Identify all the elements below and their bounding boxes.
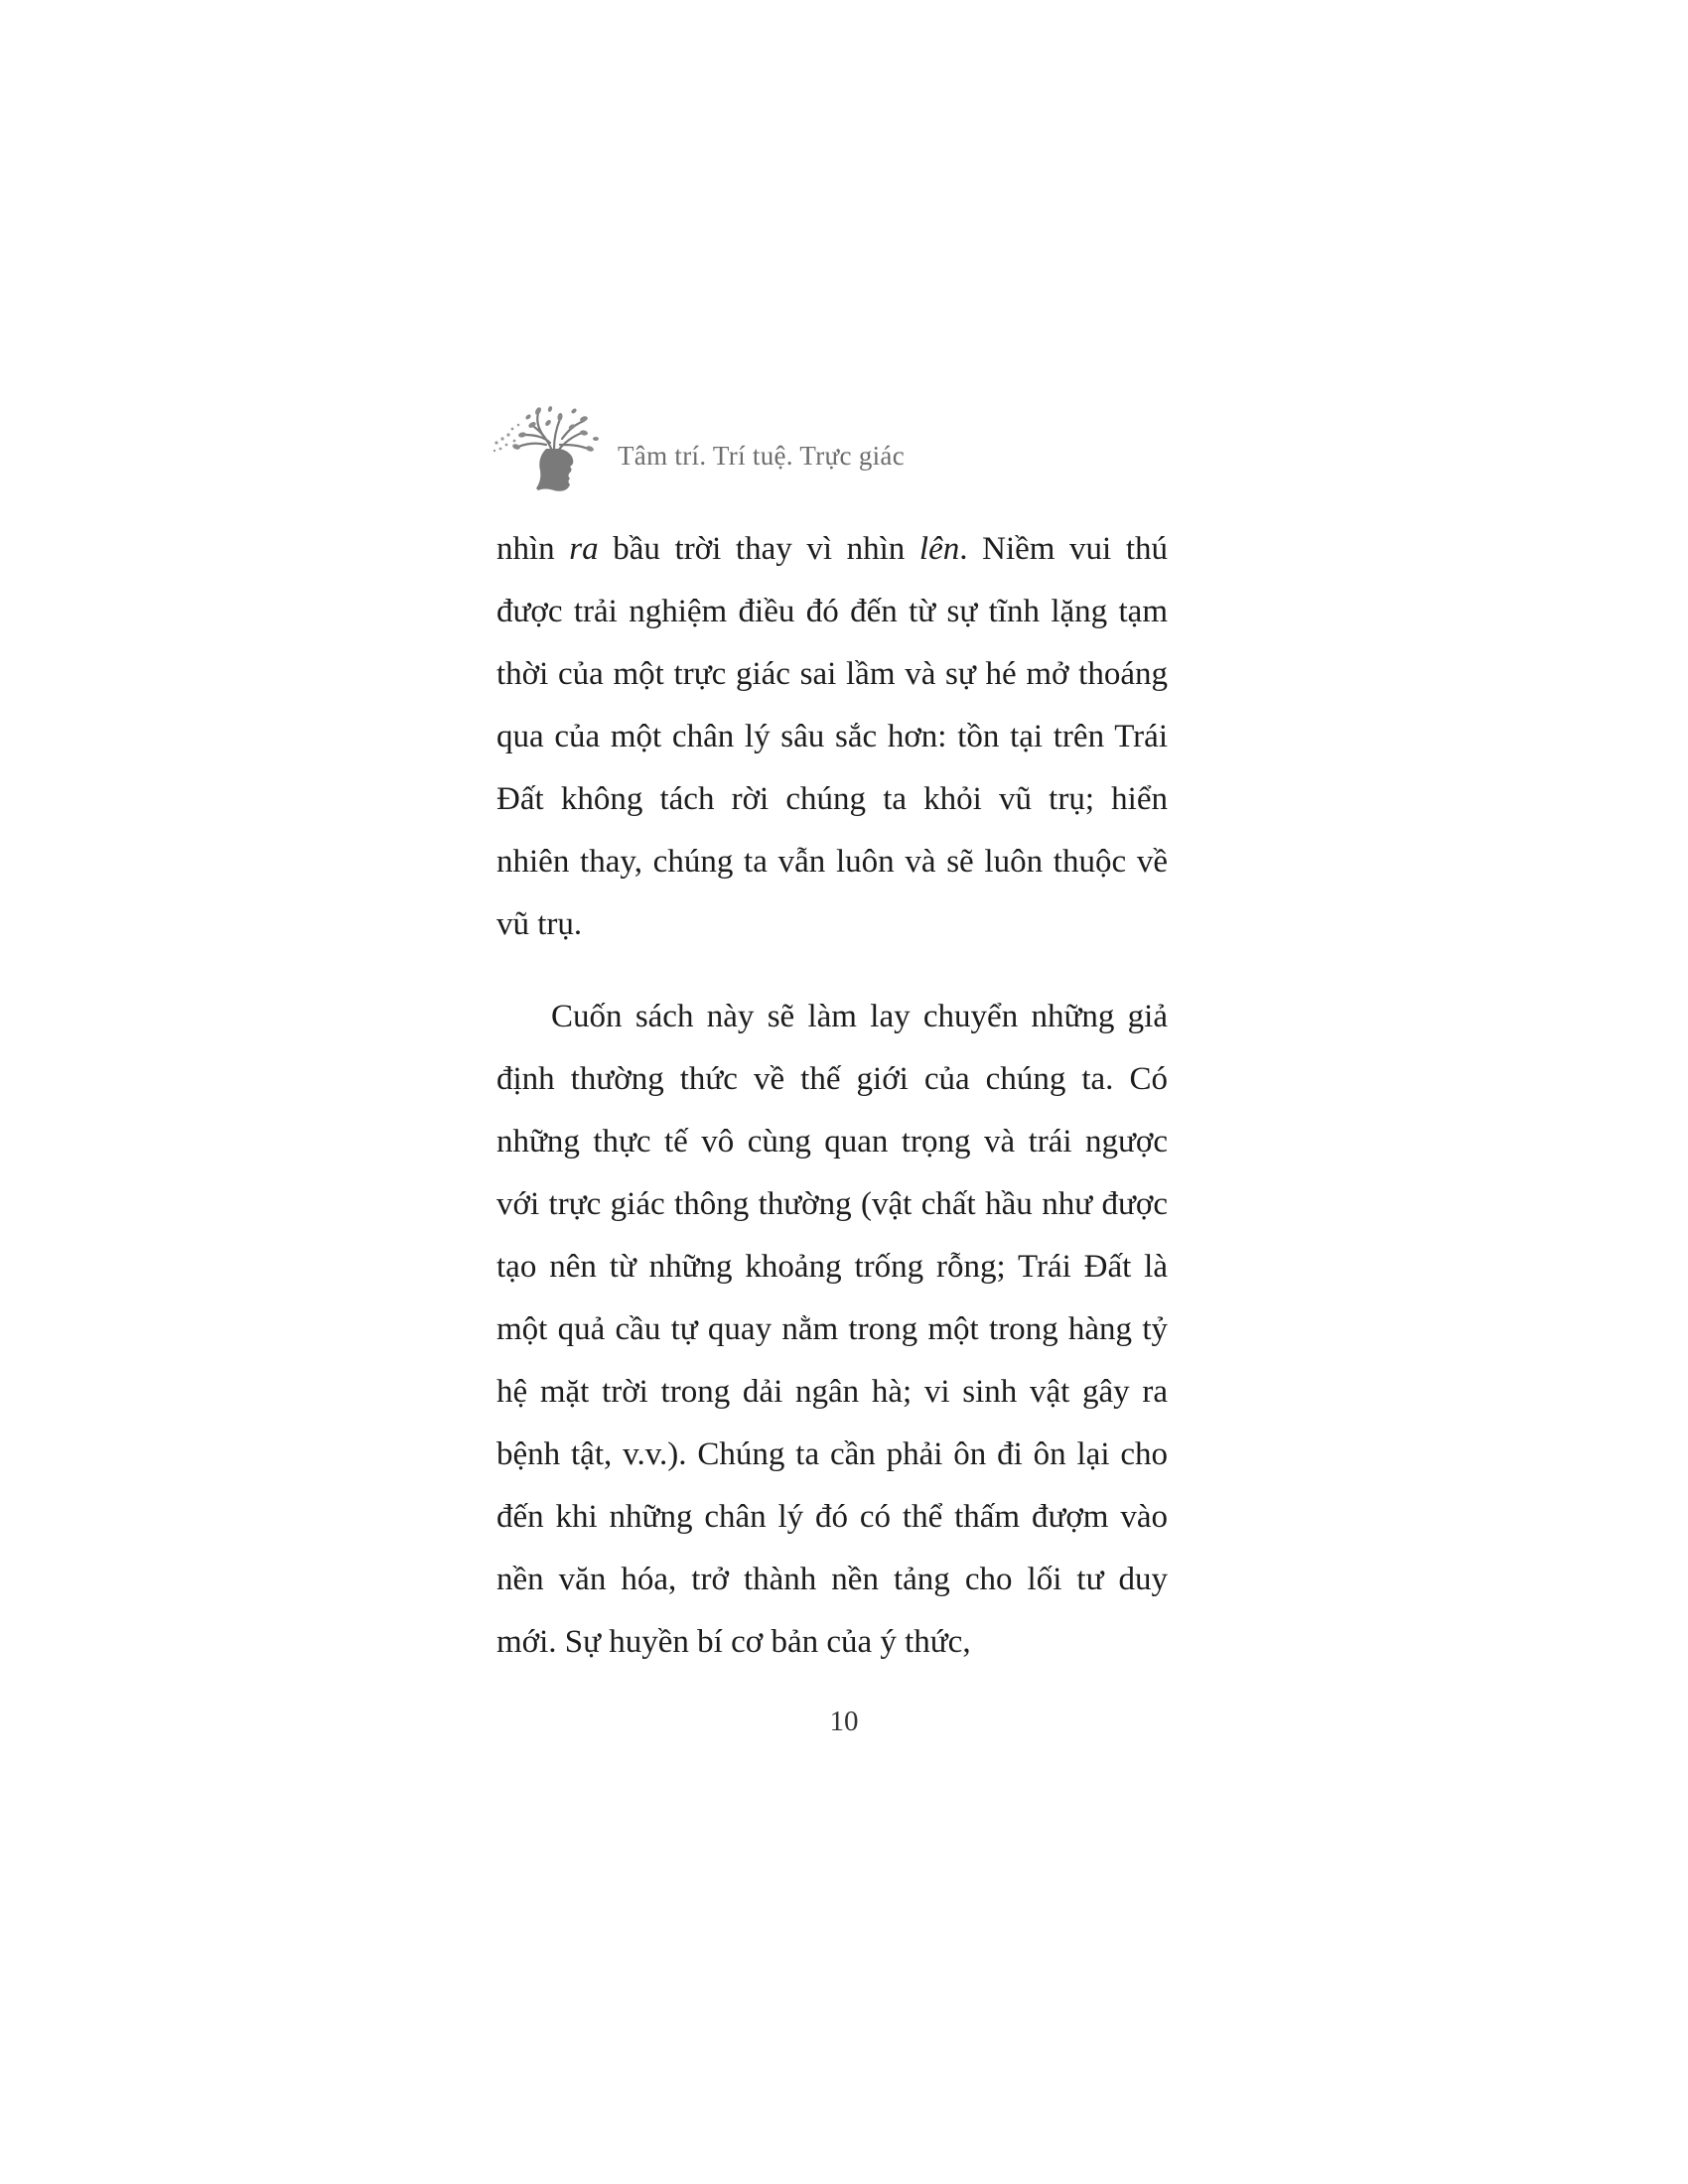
- tree-head-icon: [489, 399, 606, 498]
- paragraph-1-part-3: . Niềm vui thú được trải nghiệm điều đó đến từ sự tĩnh lặng tạm thời của một trực giác sai lầm và sự hé mở thoáng qua của một chân lý sâu sắc hơn: tồn tại trên Trái Đất không tách rời chúng ta khỏi vũ trụ; hiển nhiên thay, chúng ta vẫn luôn và sẽ luôn thuộc về vũ trụ.: [496, 531, 1169, 942]
- paragraph-1-part-2: bầu trời thay vì nhìn: [598, 531, 919, 567]
- paragraph-1-emphasis-1: ra: [569, 531, 599, 567]
- running-header-title: Tâm trí. Trí tuệ. Trực giác: [618, 440, 905, 471]
- paragraph-1-emphasis-2: lên: [918, 531, 960, 567]
- paragraph-1-part-1: nhìn: [496, 531, 570, 567]
- page-number: 10: [829, 1706, 859, 1737]
- running-header: [489, 399, 905, 498]
- paragraph-1: [496, 518, 1168, 956]
- body-text: [496, 518, 1168, 1674]
- paragraph-2: Cuốn sách này sẽ làm lay chuyển những giả định thường thức về thế giới của chúng ta. Có những thực tế vô cùng quan trọng và trái ngược với trực giác thông thường (vật chất hầu như được tạo nên từ những khoảng trống rỗng; Trái Đất là một quả cầu tự quay nằm trong một trong hàng tỷ hệ mặt trời trong dải ngân hà; vi sinh vật gây ra bệnh tật, v.v.). Chúng ta cần phải ôn đi ôn lại cho đến khi những chân lý đó có thể thấm đượm vào nền văn hóa, trở thành nền tảng cho lối tư duy mới. Sự huyền bí cơ bản của ý thức,: [496, 999, 1168, 1660]
